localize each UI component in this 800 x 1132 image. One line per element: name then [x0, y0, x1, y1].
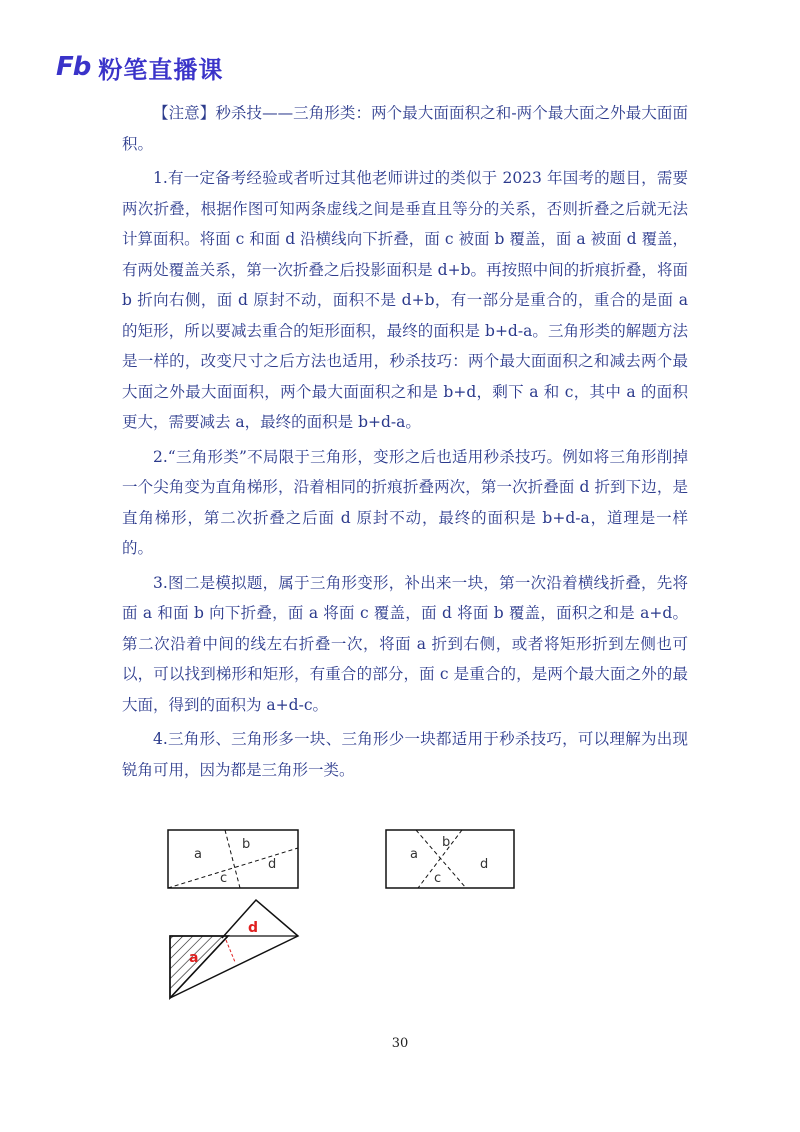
fig2-label-b: b	[442, 835, 451, 850]
fig3-label-a: a	[189, 950, 199, 966]
fig1-label-d: d	[268, 857, 277, 872]
fig3-label-d: d	[248, 920, 259, 936]
paragraph-3: 3.图二是模拟题，属于三角形变形，补出来一块，第一次沿着横线折叠，先将面 a 和面 b 向下折叠，面 a 将面 c 覆盖，面 d 将面 b 覆盖，面积之和是 a+d。第二次沿着中间的线左右折叠一次，将面 a 折到右侧，或者将矩形折到左侧也可以，可以找到梯形和矩形，有重合的部分，面 c 是重合的，是两个最大面之外的最大面，得到的面积为 a+d-c。	[122, 573, 688, 714]
article-body	[122, 98, 688, 789]
logo-mark-icon: Fb	[56, 52, 91, 82]
fig1-dashed-line-2	[225, 830, 240, 888]
figure-2	[386, 830, 514, 888]
fig2-label-c: c	[434, 871, 442, 886]
fig3-red-dashed	[226, 940, 235, 962]
figure-1	[168, 830, 298, 888]
figures	[160, 820, 530, 1010]
fig1-label-b: b	[242, 837, 251, 852]
fig1-label-c: c	[220, 871, 228, 886]
paragraph-4: 4.三角形、三角形多一块、三角形少一块都适用于秒杀技巧，可以理解为出现锐角可用，因为都是三角形一类。	[122, 730, 688, 779]
paragraph-1: 1.有一定备考经验或者听过其他老师讲过的类似于 2023 年国考的题目，需要两次折叠，根据作图可知两条虚线之间是垂直且等分的关系，否则折叠之后就无法计算面积。将面 c 和面 d 沿横线向下折叠，面 c 被面 b 覆盖，面 a 被面 d 覆盖，有两处覆盖关系，第一次折叠之后投影面积是 d+b。再按照中间的折痕折叠，将面 b 折向右侧，面 d 原封不动，面积不是 d+b，有一部分是重合的，重合的是面 a 的矩形，所以要减去重合的矩形面积，最终的面积是 b+d-a。三角形类的解题方法是一样的，改变尺寸之后方法也适用，秒杀技巧：两个最大面面积之和减去两个最大面之外最大面面积，两个最大面面积之和是 b+d，剩下 a 和 c，其中 a 的面积更大，需要减去 a，最终的面积是 b+d-a。	[122, 169, 688, 431]
brand-logo	[56, 50, 223, 84]
fig1-label-a: a	[194, 847, 202, 862]
fig2-label-a: a	[410, 847, 418, 862]
fig1-dashed-line-1	[168, 848, 298, 888]
fig2-label-d: d	[480, 857, 489, 872]
figure-3	[170, 900, 298, 998]
fold-diagrams	[160, 820, 530, 1010]
note-paragraph: 【注意】秒杀技——三角形类：两个最大面面积之和-两个最大面之外最大面面积。	[122, 104, 688, 153]
page-number: 30	[391, 1036, 409, 1051]
paragraph-2: 2.“三角形类”不局限于三角形，变形之后也适用秒杀技巧。例如将三角形削掉一个尖角变为直角梯形，沿着相同的折痕折叠两次，第一次折叠面 d 折到下边，是直角梯形，第二次折叠之后面 d 原封不动，最终的面积是 b+d-a，道理是一样的。	[122, 447, 688, 557]
logo-text: 粉笔直播课	[98, 55, 224, 84]
